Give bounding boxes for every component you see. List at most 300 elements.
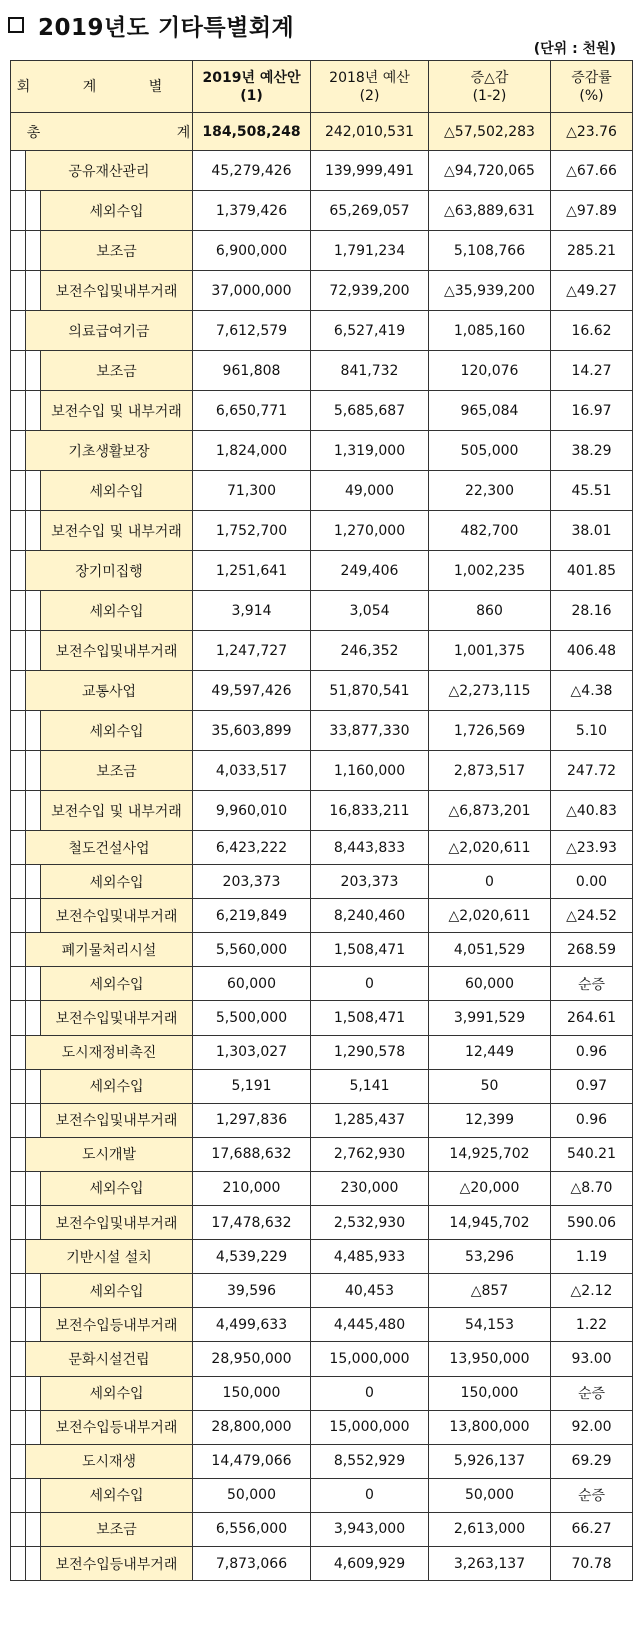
indent-cell [11, 391, 26, 431]
cell-rate: △97.89 [551, 191, 633, 231]
section-row [11, 1444, 633, 1478]
cell-v2018: 8,240,460 [311, 899, 429, 933]
cell-v2019: 9,960,010 [193, 791, 311, 831]
cell-diff: △20,000 [429, 1171, 551, 1205]
sub-row [11, 1410, 633, 1444]
cell-diff: 5,926,137 [429, 1444, 551, 1478]
cell-v2018: 0 [311, 1478, 429, 1512]
cell-diff: 50 [429, 1069, 551, 1103]
section-row [11, 671, 633, 711]
indent-cell [11, 1410, 26, 1444]
indent-cell [26, 751, 41, 791]
cell-rate: 66.27 [551, 1512, 633, 1546]
indent-cell [11, 1069, 26, 1103]
total-rate: △23.76 [551, 113, 633, 151]
cell-diff: 2,613,000 [429, 1512, 551, 1546]
sub-row [11, 1103, 633, 1137]
cell-v2018: 1,319,000 [311, 431, 429, 471]
cell-rate: 401.85 [551, 551, 633, 591]
cell-v2019: 1,752,700 [193, 511, 311, 551]
indent-cell [11, 791, 26, 831]
cell-diff: △857 [429, 1274, 551, 1308]
row-label: 도시개발 [26, 1137, 193, 1171]
total-2019: 184,508,248 [193, 113, 311, 151]
cell-diff: 54,153 [429, 1308, 551, 1342]
cell-v2019: 71,300 [193, 471, 311, 511]
row-label: 보전수입등내부거래 [41, 1410, 193, 1444]
section-row [11, 1240, 633, 1274]
unit-label: (단위 : 천원) [533, 41, 616, 57]
indent-cell [11, 671, 26, 711]
cell-v2018: 72,939,200 [311, 271, 429, 311]
cell-v2019: 6,423,222 [193, 831, 311, 865]
cell-v2019: 3,914 [193, 591, 311, 631]
indent-cell [26, 1001, 41, 1035]
sub-row [11, 711, 633, 751]
cell-rate: △4.38 [551, 671, 633, 711]
cell-v2018: 3,054 [311, 591, 429, 631]
title-text: 2019년도 기타특별회계 [38, 14, 295, 41]
cell-v2019: 4,033,517 [193, 751, 311, 791]
indent-cell [11, 511, 26, 551]
cell-rate: △49.27 [551, 271, 633, 311]
indent-cell [26, 967, 41, 1001]
row-label: 세외수입 [41, 1069, 193, 1103]
sub-row [11, 271, 633, 311]
indent-cell [11, 831, 26, 865]
row-label: 보전수입 및 내부거래 [41, 791, 193, 831]
sub-row [11, 1546, 633, 1580]
cell-v2018: 1,290,578 [311, 1035, 429, 1069]
cell-diff: 12,399 [429, 1103, 551, 1137]
cell-v2019: 1,824,000 [193, 431, 311, 471]
cell-rate: △67.66 [551, 151, 633, 191]
cell-v2019: 6,219,849 [193, 899, 311, 933]
cell-diff: 1,001,375 [429, 631, 551, 671]
sub-row [11, 967, 633, 1001]
row-label: 보전수입및내부거래 [41, 1001, 193, 1035]
cell-diff: 150,000 [429, 1376, 551, 1410]
indent-cell [11, 1342, 26, 1376]
indent-cell [26, 1171, 41, 1205]
row-label: 보전수입등내부거래 [41, 1308, 193, 1342]
cell-v2018: 4,485,933 [311, 1240, 429, 1274]
cell-v2019: 1,297,836 [193, 1103, 311, 1137]
cell-v2018: 203,373 [311, 865, 429, 899]
cell-v2018: 246,352 [311, 631, 429, 671]
indent-cell [11, 1308, 26, 1342]
cell-rate: △8.70 [551, 1171, 633, 1205]
cell-diff: 12,449 [429, 1035, 551, 1069]
cell-v2018: 230,000 [311, 1171, 429, 1205]
header-2019: 2019년 예산안 (1) [193, 61, 311, 113]
row-label: 보조금 [41, 351, 193, 391]
row-label: 보전수입및내부거래 [41, 271, 193, 311]
indent-cell [11, 431, 26, 471]
cell-v2019: 7,873,066 [193, 1546, 311, 1580]
indent-cell [26, 1410, 41, 1444]
row-label: 의료급여기금 [26, 311, 193, 351]
row-label: 보조금 [41, 1512, 193, 1546]
cell-v2019: 50,000 [193, 1478, 311, 1512]
row-label: 보전수입 및 내부거래 [41, 511, 193, 551]
cell-rate: 38.01 [551, 511, 633, 551]
cell-diff: 2,873,517 [429, 751, 551, 791]
cell-v2018: 1,285,437 [311, 1103, 429, 1137]
row-label: 세외수입 [41, 591, 193, 631]
row-label: 장기미집행 [26, 551, 193, 591]
indent-cell [26, 471, 41, 511]
cell-v2018: 4,445,480 [311, 1308, 429, 1342]
cell-rate: 69.29 [551, 1444, 633, 1478]
cell-diff: △2,020,611 [429, 831, 551, 865]
header-diff: 증△감 (1-2) [429, 61, 551, 113]
cell-v2019: 5,560,000 [193, 933, 311, 967]
sub-row [11, 791, 633, 831]
cell-v2018: 8,443,833 [311, 831, 429, 865]
row-label: 세외수입 [41, 1274, 193, 1308]
cell-v2018: 139,999,491 [311, 151, 429, 191]
indent-cell [11, 551, 26, 591]
cell-v2019: 150,000 [193, 1376, 311, 1410]
cell-v2019: 6,900,000 [193, 231, 311, 271]
cell-rate: 70.78 [551, 1546, 633, 1580]
cell-v2019: 17,688,632 [193, 1137, 311, 1171]
cell-v2019: 35,603,899 [193, 711, 311, 751]
indent-cell [11, 711, 26, 751]
cell-rate: 0.96 [551, 1103, 633, 1137]
row-label: 보전수입및내부거래 [41, 631, 193, 671]
cell-rate: △24.52 [551, 899, 633, 933]
cell-v2019: 4,539,229 [193, 1240, 311, 1274]
cell-diff: 50,000 [429, 1478, 551, 1512]
row-label: 세외수입 [41, 191, 193, 231]
indent-cell [11, 1206, 26, 1240]
cell-diff: △2,020,611 [429, 899, 551, 933]
indent-cell [26, 591, 41, 631]
cell-v2018: 1,508,471 [311, 933, 429, 967]
indent-cell [11, 191, 26, 231]
cell-rate: 45.51 [551, 471, 633, 511]
cell-v2018: 65,269,057 [311, 191, 429, 231]
indent-cell [26, 1069, 41, 1103]
section-row [11, 1137, 633, 1171]
cell-rate: 590.06 [551, 1206, 633, 1240]
cell-diff: 14,945,702 [429, 1206, 551, 1240]
cell-v2018: 49,000 [311, 471, 429, 511]
cell-v2019: 203,373 [193, 865, 311, 899]
indent-cell [26, 511, 41, 551]
section-row [11, 151, 633, 191]
cell-v2019: 961,808 [193, 351, 311, 391]
cell-rate: 28.16 [551, 591, 633, 631]
indent-cell [11, 231, 26, 271]
cell-v2019: 14,479,066 [193, 1444, 311, 1478]
sub-row [11, 351, 633, 391]
budget-table [10, 60, 633, 1581]
indent-cell [11, 933, 26, 967]
cell-v2018: 4,609,929 [311, 1546, 429, 1580]
row-label: 기반시설 설치 [26, 1240, 193, 1274]
sub-row [11, 191, 633, 231]
indent-cell [11, 967, 26, 1001]
indent-cell [26, 711, 41, 751]
cell-diff: 482,700 [429, 511, 551, 551]
indent-cell [11, 865, 26, 899]
row-label: 도시재정비촉진 [26, 1035, 193, 1069]
cell-v2019: 17,478,632 [193, 1206, 311, 1240]
cell-v2018: 6,527,419 [311, 311, 429, 351]
sub-row [11, 1206, 633, 1240]
indent-cell [11, 1001, 26, 1035]
indent-cell [11, 1035, 26, 1069]
cell-v2018: 841,732 [311, 351, 429, 391]
cell-diff: 5,108,766 [429, 231, 551, 271]
sub-row [11, 1512, 633, 1546]
total-diff: △57,502,283 [429, 113, 551, 151]
cell-v2019: 6,556,000 [193, 1512, 311, 1546]
row-label: 철도건설사업 [26, 831, 193, 865]
cell-diff: 1,002,235 [429, 551, 551, 591]
cell-v2019: 4,499,633 [193, 1308, 311, 1342]
indent-cell [11, 899, 26, 933]
cell-diff: △6,873,201 [429, 791, 551, 831]
cell-diff: 0 [429, 865, 551, 899]
row-label: 세외수입 [41, 1376, 193, 1410]
sub-row [11, 1376, 633, 1410]
indent-cell [26, 271, 41, 311]
cell-rate: 1.22 [551, 1308, 633, 1342]
sub-row [11, 471, 633, 511]
cell-diff: 120,076 [429, 351, 551, 391]
cell-diff: △2,273,115 [429, 671, 551, 711]
cell-v2019: 1,251,641 [193, 551, 311, 591]
section-row [11, 1035, 633, 1069]
indent-cell [11, 591, 26, 631]
indent-cell [26, 899, 41, 933]
row-label: 세외수입 [41, 865, 193, 899]
cell-v2019: 1,303,027 [193, 1035, 311, 1069]
cell-v2019: 1,379,426 [193, 191, 311, 231]
cell-rate: 5.10 [551, 711, 633, 751]
indent-cell [11, 1478, 26, 1512]
row-label: 세외수입 [41, 711, 193, 751]
header-row [11, 61, 633, 113]
cell-v2018: 0 [311, 967, 429, 1001]
row-label: 교통사업 [26, 671, 193, 711]
indent-cell [11, 151, 26, 191]
header-category: 회 계 별 [11, 61, 193, 113]
cell-rate: △2.12 [551, 1274, 633, 1308]
indent-cell [11, 1444, 26, 1478]
section-row [11, 311, 633, 351]
cell-diff: 53,296 [429, 1240, 551, 1274]
cell-diff: 1,726,569 [429, 711, 551, 751]
cell-diff: 965,084 [429, 391, 551, 431]
sub-row [11, 511, 633, 551]
row-label: 폐기물처리시설 [26, 933, 193, 967]
sub-row [11, 231, 633, 271]
sub-row [11, 1308, 633, 1342]
indent-cell [26, 1512, 41, 1546]
cell-rate: 순증 [551, 967, 633, 1001]
cell-v2018: 8,552,929 [311, 1444, 429, 1478]
cell-v2018: 1,791,234 [311, 231, 429, 271]
indent-cell [11, 1137, 26, 1171]
cell-v2019: 5,191 [193, 1069, 311, 1103]
indent-cell [26, 1478, 41, 1512]
sub-row [11, 751, 633, 791]
cell-rate: △40.83 [551, 791, 633, 831]
row-label: 공유재산관리 [26, 151, 193, 191]
sub-row [11, 1274, 633, 1308]
row-label: 세외수입 [41, 1171, 193, 1205]
cell-v2018: 2,762,930 [311, 1137, 429, 1171]
cell-rate: 14.27 [551, 351, 633, 391]
indent-cell [26, 191, 41, 231]
cell-v2018: 0 [311, 1376, 429, 1410]
section-row [11, 1342, 633, 1376]
cell-v2019: 49,597,426 [193, 671, 311, 711]
cell-rate: 540.21 [551, 1137, 633, 1171]
indent-cell [11, 1240, 26, 1274]
indent-cell [26, 1308, 41, 1342]
sub-row [11, 1069, 633, 1103]
cell-v2018: 2,532,930 [311, 1206, 429, 1240]
row-label: 보전수입및내부거래 [41, 899, 193, 933]
row-label: 세외수입 [41, 471, 193, 511]
cell-v2018: 5,685,687 [311, 391, 429, 431]
cell-diff: 505,000 [429, 431, 551, 471]
cell-rate: 0.96 [551, 1035, 633, 1069]
row-label: 세외수입 [41, 1478, 193, 1512]
indent-cell [26, 1103, 41, 1137]
indent-cell [11, 1546, 26, 1580]
cell-diff: 13,950,000 [429, 1342, 551, 1376]
indent-cell [26, 865, 41, 899]
cell-v2019: 45,279,426 [193, 151, 311, 191]
cell-v2019: 37,000,000 [193, 271, 311, 311]
cell-rate: 16.97 [551, 391, 633, 431]
indent-cell [11, 471, 26, 511]
row-label: 보전수입 및 내부거래 [41, 391, 193, 431]
cell-diff: 3,263,137 [429, 1546, 551, 1580]
header-2018: 2018년 예산 (2) [311, 61, 429, 113]
cell-diff: 14,925,702 [429, 1137, 551, 1171]
total-label: 총 계 [11, 113, 193, 151]
cell-rate: 285.21 [551, 231, 633, 271]
cell-rate: 92.00 [551, 1410, 633, 1444]
cell-diff: 1,085,160 [429, 311, 551, 351]
cell-rate: 406.48 [551, 631, 633, 671]
cell-rate: 0.00 [551, 865, 633, 899]
cell-rate: 268.59 [551, 933, 633, 967]
cell-v2018: 249,406 [311, 551, 429, 591]
indent-cell [11, 1376, 26, 1410]
cell-v2019: 28,800,000 [193, 1410, 311, 1444]
cell-v2019: 5,500,000 [193, 1001, 311, 1035]
total-2018: 242,010,531 [311, 113, 429, 151]
section-row [11, 831, 633, 865]
cell-v2018: 15,000,000 [311, 1410, 429, 1444]
indent-cell [26, 231, 41, 271]
sub-row [11, 865, 633, 899]
row-label: 문화시설건립 [26, 1342, 193, 1376]
cell-rate: 247.72 [551, 751, 633, 791]
sub-row [11, 1001, 633, 1035]
cell-diff: 60,000 [429, 967, 551, 1001]
cell-v2019: 6,650,771 [193, 391, 311, 431]
cell-v2018: 15,000,000 [311, 1342, 429, 1376]
cell-v2019: 1,247,727 [193, 631, 311, 671]
cell-v2018: 40,453 [311, 1274, 429, 1308]
row-label: 도시재생 [26, 1444, 193, 1478]
cell-rate: 순증 [551, 1478, 633, 1512]
cell-rate: 1.19 [551, 1240, 633, 1274]
indent-cell [26, 351, 41, 391]
cell-diff: △63,889,631 [429, 191, 551, 231]
row-label: 보전수입및내부거래 [41, 1103, 193, 1137]
sub-row [11, 591, 633, 631]
indent-cell [11, 1171, 26, 1205]
cell-v2018: 1,508,471 [311, 1001, 429, 1035]
indent-cell [11, 1512, 26, 1546]
sub-row [11, 391, 633, 431]
cell-v2019: 7,612,579 [193, 311, 311, 351]
cell-diff: 22,300 [429, 471, 551, 511]
cell-diff: 3,991,529 [429, 1001, 551, 1035]
section-row [11, 933, 633, 967]
indent-cell [11, 271, 26, 311]
indent-cell [26, 1274, 41, 1308]
cell-v2019: 39,596 [193, 1274, 311, 1308]
row-label: 보조금 [41, 751, 193, 791]
indent-cell [11, 351, 26, 391]
cell-v2018: 1,270,000 [311, 511, 429, 551]
header-rate: 증감률 (%) [551, 61, 633, 113]
sub-row [11, 631, 633, 671]
cell-rate: 93.00 [551, 1342, 633, 1376]
square-bullet-icon [8, 17, 24, 33]
row-label: 세외수입 [41, 967, 193, 1001]
indent-cell [11, 631, 26, 671]
row-label: 보조금 [41, 231, 193, 271]
cell-v2019: 60,000 [193, 967, 311, 1001]
cell-rate: 16.62 [551, 311, 633, 351]
row-label: 보전수입등내부거래 [41, 1546, 193, 1580]
indent-cell [26, 1546, 41, 1580]
cell-rate: 순증 [551, 1376, 633, 1410]
sub-row [11, 899, 633, 933]
indent-cell [26, 791, 41, 831]
cell-rate: △23.93 [551, 831, 633, 865]
indent-cell [11, 751, 26, 791]
indent-cell [26, 1206, 41, 1240]
section-row [11, 431, 633, 471]
cell-rate: 38.29 [551, 431, 633, 471]
cell-rate: 264.61 [551, 1001, 633, 1035]
cell-v2018: 5,141 [311, 1069, 429, 1103]
row-label: 기초생활보장 [26, 431, 193, 471]
row-label: 보전수입및내부거래 [41, 1206, 193, 1240]
cell-rate: 0.97 [551, 1069, 633, 1103]
cell-diff: △35,939,200 [429, 271, 551, 311]
cell-v2018: 1,160,000 [311, 751, 429, 791]
cell-v2019: 210,000 [193, 1171, 311, 1205]
indent-cell [11, 1274, 26, 1308]
sub-row [11, 1478, 633, 1512]
section-row [11, 551, 633, 591]
